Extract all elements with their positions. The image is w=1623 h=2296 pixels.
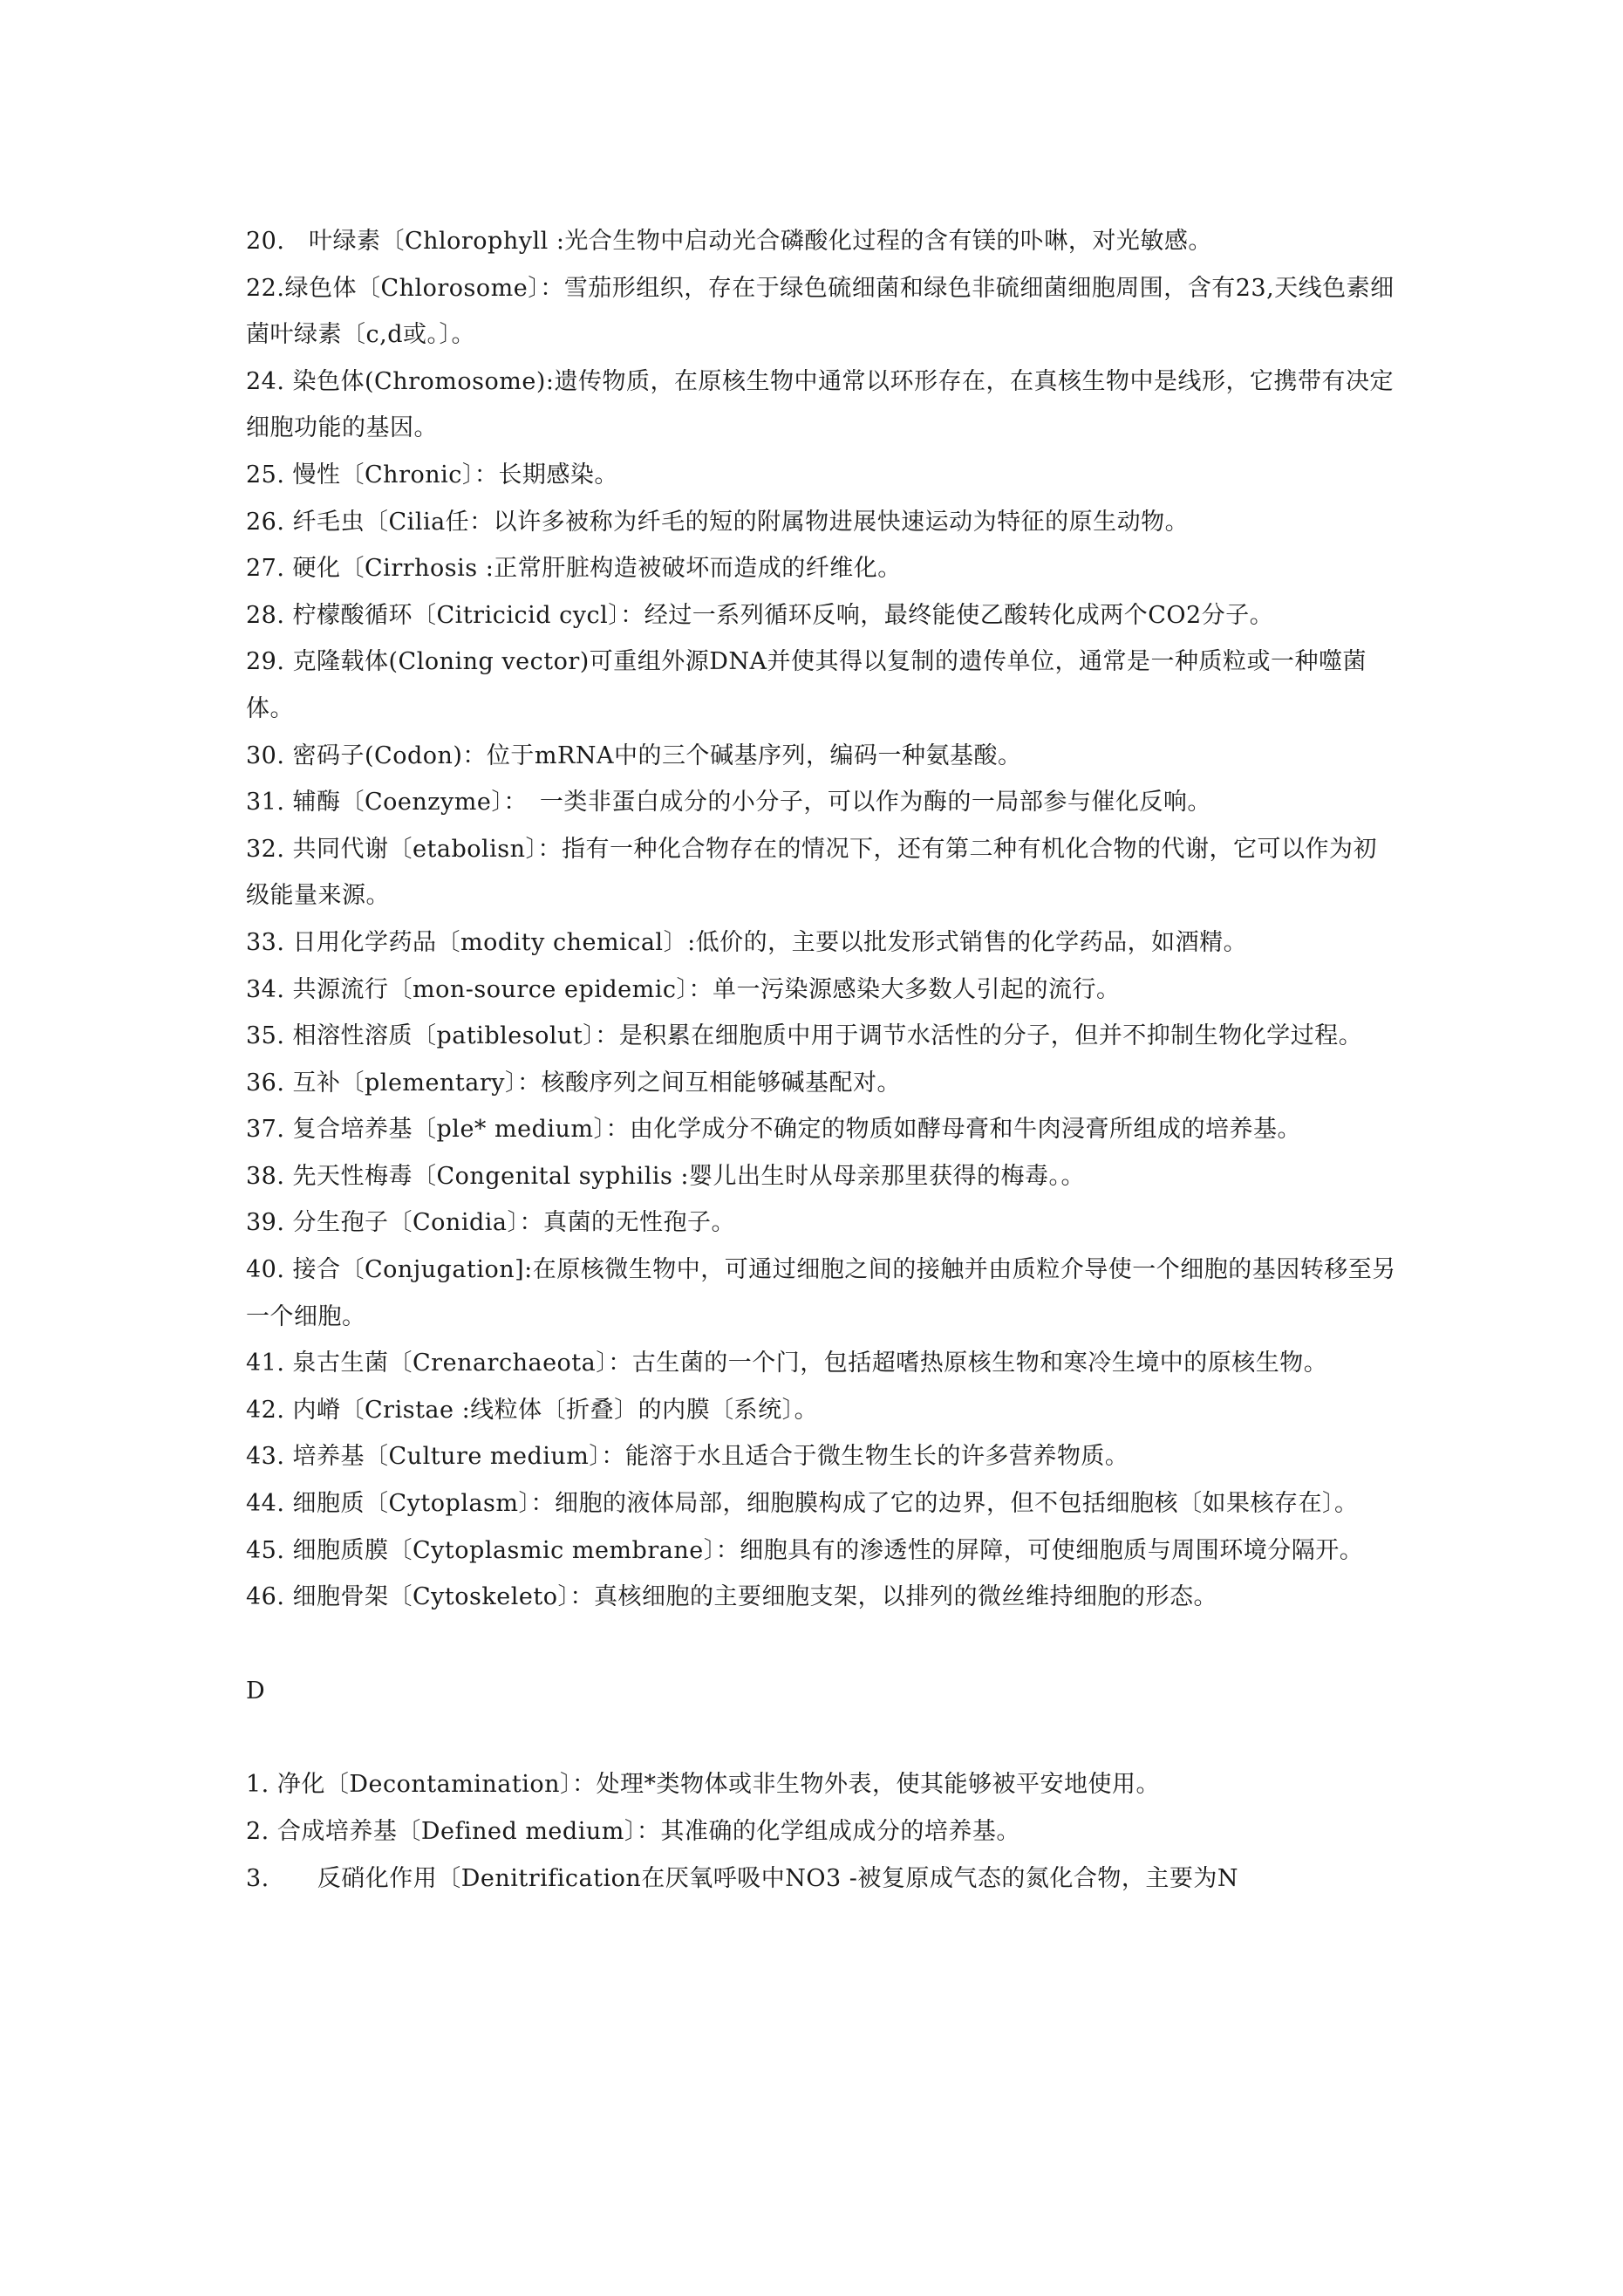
- entry-36: 36. 互补〔plementary〕：核酸序列之间互相能够碱基配对。: [246, 1069, 901, 1097]
- entry-46: 46. 细胞骨架〔Cytoskeleto〕：真核细胞的主要细胞支架，以排列的微丝维持细胞的形态。: [246, 1583, 1217, 1611]
- entry-38: 38. 先天性梅毒〔Congenital syphilis :婴儿出生时从母亲那里获得的梅毒。。: [246, 1162, 1085, 1190]
- entry-42: 42. 内嵴〔Cristae :线粒体〔折叠〕的内膜〔系统〕。: [246, 1396, 819, 1424]
- entry-41: 41. 泉古生菌〔Crenarchaeota〕：古生菌的一个门，包括超嗜热原核生物和寒冷生境中的原核生物。: [246, 1350, 1328, 1377]
- entry-25: 25. 慢性〔Chronic〕：长期感染。: [246, 461, 618, 489]
- entry-d-3: 3. 反硝化作用〔Denitrification在厌氧呼吸中NO3 -被复原成气态的氮化合物，主要为N: [246, 1864, 1239, 1892]
- entry-22: 22.绿色体〔Chlorosome〕：雪茄形组织，存在于绿色硫细菌和绿色非硫细菌细胞周围，含有23,天线色素细菌叶绿素〔c,d或。〕。: [246, 274, 1395, 349]
- entry-30: 30. 密码子(Codon)：位于mRNA中的三个碱基序列，编码一种氨基酸。: [246, 741, 1022, 769]
- entry-31: 31. 辅酶〔Coenzyme〕： 一类非蛋白成分的小分子，可以作为酶的一局部参与催化反响。: [246, 789, 1211, 817]
- entry-d-1: 1. 净化〔Decontamination〕：处理*类物体或非生物外表，使其能够被平安地使用。: [246, 1771, 1161, 1799]
- document-body: [246, 218, 1397, 1902]
- entry-40: 40. 接合〔Conjugation]:在原核微生物中，可通过细胞之间的接触并由质粒介导使一个细胞的基因转移至另一个细胞。: [246, 1256, 1396, 1330]
- entry-29: 29. 克隆载体(Cloning vector)可重组外源DNA并使其得以复制的遗传单位，通常是一种质粒或一种噬菌体。: [246, 648, 1367, 722]
- entry-34: 34. 共源流行〔mon-source epidemic〕：单一污染源感染大多数人引起的流行。: [246, 975, 1121, 1003]
- entry-28: 28. 柠檬酸循环〔Citricicid cycl〕：经过一系列循环反响，最终能使乙酸转化成两个CO2分子。: [246, 601, 1274, 629]
- entry-43: 43. 培养基〔Culture medium〕：能溶于水且适合于微生物生长的许多营养物质。: [246, 1443, 1129, 1471]
- entry-20: 20. 叶绿素〔Chlorophyll :光合生物中启动光合磷酸化过程的含有镁的卟啉，对光敏感。: [246, 228, 1212, 255]
- entry-33: 33. 日用化学药品〔modity chemical〕:低价的，主要以批发形式销售的化学药品，如酒精。: [246, 928, 1248, 956]
- entry-44: 44. 细胞质〔Cytoplasm〕：细胞的液体局部，细胞膜构成了它的边界，但不包括细胞核〔如果核存在〕。: [246, 1490, 1359, 1518]
- entry-32: 32. 共同代谢〔etabolisn〕：指有一种化合物存在的情况下，还有第二种有机化合物的代谢，它可以作为初级能量来源。: [246, 835, 1377, 910]
- entry-26: 26. 纤毛虫〔Cilia任：以许多被称为纤毛的短的附属物进展快速运动为特征的原生动物。: [246, 508, 1190, 536]
- entry-27: 27. 硬化〔Cirrhosis :正常肝脏构造被破坏而造成的纤维化。: [246, 555, 902, 583]
- entry-d-2: 2. 合成培养基〔Defined medium〕：其准确的化学组成成分的培养基。: [246, 1818, 1020, 1845]
- section-heading-d: D: [246, 1677, 266, 1705]
- entry-37: 37. 复合培养基〔ple* medium〕：由化学成分不确定的物质如酵母膏和牛肉浸膏所组成的培养基。: [246, 1116, 1301, 1144]
- entry-39: 39. 分生孢子〔Conidia〕：真菌的无性孢子。: [246, 1209, 735, 1237]
- entry-35: 35. 相溶性溶质〔patiblesolut〕：是积累在细胞质中用于调节水活性的分子，但并不抑制生物化学过程。: [246, 1022, 1363, 1050]
- entry-45: 45. 细胞质膜〔Cytoplasmic membrane〕：细胞具有的渗透性的屏障，可使细胞质与周围环境分隔开。: [246, 1536, 1364, 1564]
- entry-24: 24. 染色体(Chromosome):遗传物质，在原核生物中通常以环形存在，在真核生物中是线形，它携带有决定细胞功能的基因。: [246, 367, 1394, 442]
